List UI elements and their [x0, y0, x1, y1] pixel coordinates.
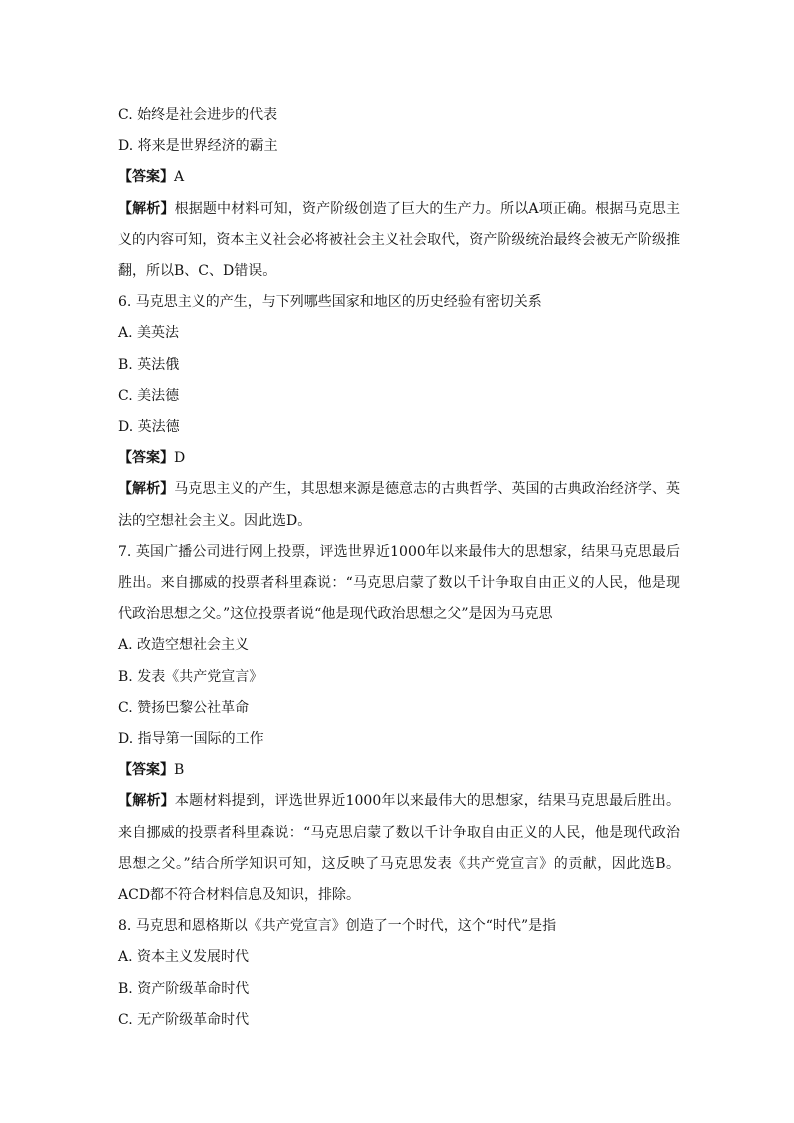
option-7c: C. 赞扬巴黎公社革命: [118, 699, 250, 716]
option-5d: D. 将来是世界经济的霸主: [118, 138, 278, 155]
option-6d: D. 英法德: [118, 419, 180, 436]
question-6: 6. 马克思主义的产生，与下列哪些国家和地区的历史经验有密切关系: [118, 294, 542, 311]
answer-7: [118, 755, 680, 786]
option-8a: A. 资本主义发展时代: [118, 949, 250, 966]
analysis-text: 本题材料提到，评选世界近1000年以来最伟大的思想家，结果马克思最后胜出。来自挪威的投票者科里森说：“马克思启蒙了数以千计争取自由正义的人民，他是现代政治思想之父。”结合所学知识可知，这反映了马克思发表《共产党宣言》的贡献，因此选B。ACD都不符合材料信息及知识，排除。: [118, 793, 680, 904]
option-8b: B. 资产阶级革命时代: [118, 980, 250, 997]
question-7: 7. 英国广播公司进行网上投票，评选世界近1000年以来最伟大的思想家，结果马克思最后胜出。来自挪威的投票者科里森说：“马克思启蒙了数以千计争取自由正义的人民，他是现代政治思想之父。”这位投票者说“他是现代政治思想之父”是因为马克思: [118, 543, 680, 623]
option-6c: C. 美法德: [118, 387, 180, 404]
answer-tag: 【答案】: [118, 450, 174, 467]
answer-value: B: [174, 762, 185, 779]
answer-tag: 【答案】: [118, 169, 174, 186]
answer-tag: 【答案】: [118, 762, 174, 779]
option-6a: A. 美英法: [118, 325, 180, 342]
analysis-text: 根据题中材料可知，资产阶级创造了巨大的生产力。所以A项正确。根据马克思主义的内容可知，资本主义社会必将被社会主义社会取代，资产阶级统治最终会被无产阶级推翻，所以B、C、D错误。: [118, 200, 681, 280]
option-7d: D. 指导第一国际的工作: [118, 731, 264, 748]
option-7b: B. 发表《共产党宣言》: [118, 668, 264, 685]
answer-6: [118, 443, 680, 474]
analysis-7: [118, 786, 680, 911]
answer-5: [118, 162, 680, 193]
answer-value: A: [174, 169, 185, 186]
analysis-5: [118, 194, 680, 288]
question-8: 8. 马克思和恩格斯以《共产党宣言》创造了一个时代，这个“时代”是指: [118, 918, 557, 935]
analysis-6: [118, 474, 680, 536]
analysis-tag: 【解析】: [118, 481, 175, 498]
analysis-tag: 【解析】: [118, 793, 175, 810]
option-5c: C. 始终是社会进步的代表: [118, 107, 278, 123]
analysis-tag: 【解析】: [118, 200, 175, 217]
document-page: [118, 100, 680, 1036]
answer-value: D: [174, 450, 186, 467]
option-6b: B. 英法俄: [118, 356, 180, 373]
option-7a: A. 改造空想社会主义: [118, 637, 250, 654]
analysis-text: 马克思主义的产生，其思想来源是德意志的古典哲学、英国的古典政治经济学、英法的空想社会主义。因此选D。: [118, 481, 681, 529]
option-8c: C. 无产阶级革命时代: [118, 1011, 250, 1028]
